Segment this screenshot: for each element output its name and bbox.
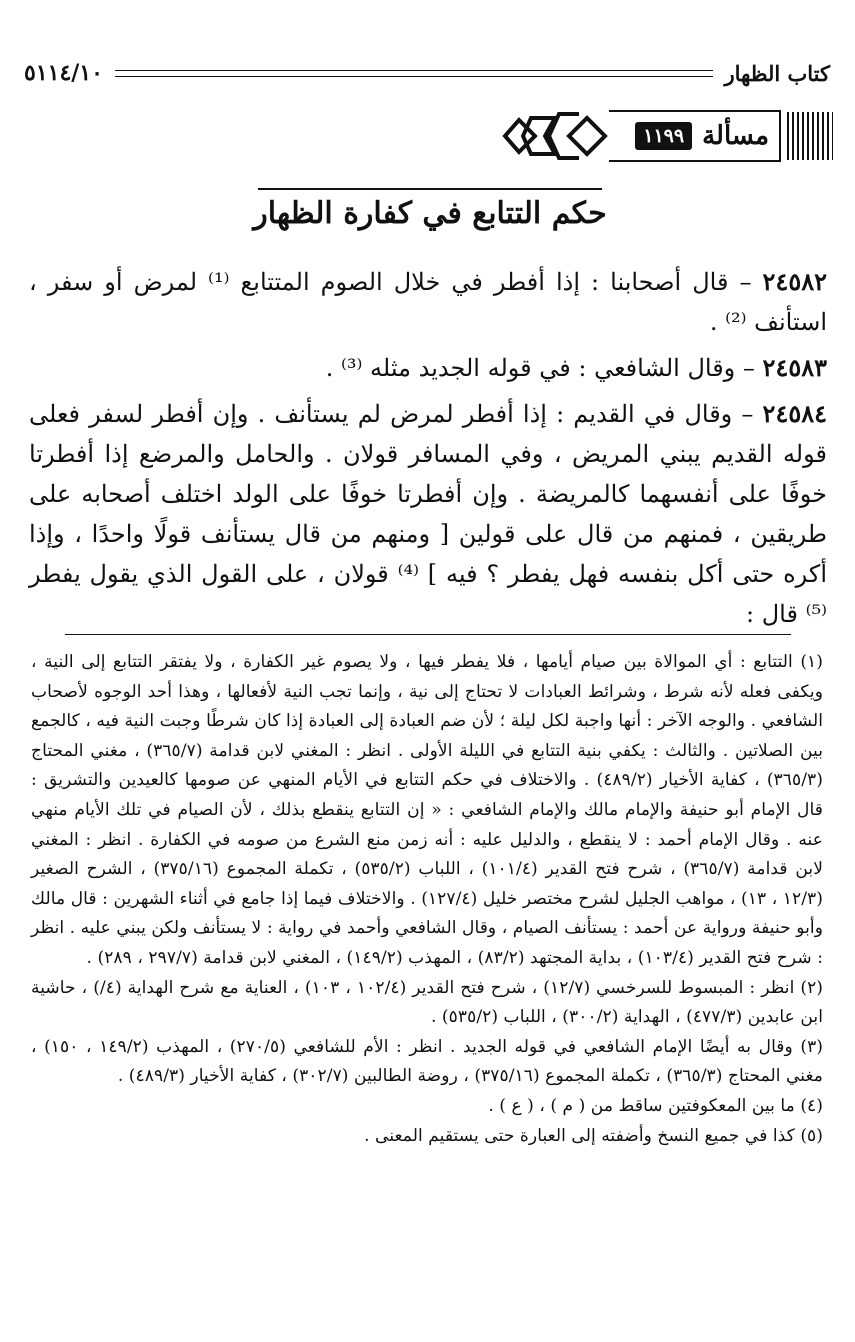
paragraph bbox=[29, 348, 827, 388]
title-overline bbox=[258, 188, 602, 190]
footnote-separator bbox=[65, 634, 791, 635]
paragraph-number: ٢٤٥٨٤ bbox=[762, 399, 827, 428]
footnote: (١) التتابع : أي الموالاة بين صيام أيامها ، فلا يفطر فيها ، ولا يصوم غير الكفارة ، ولا يفتقر التتابع إلى النية ، ويكفى فعله لأنه شرط ، وشرائط العبادات لا تحتاج إلى نية ، وإنما تجب النية لأفعالها ، وهذا أحد الوجوه لأصحاب الشافعي . والوجه الآخر : أنها واجبة لكل ليلة ؛ لأن ضم العبادة إلى العبادة إذا كان شرطًا وجبت النية فيه ، كالجمع بين الصلاتين . والثالث : يكفي بنية التتابع في الليلة الأولى . انظر : المغني لابن قدامة (٣٦٥/٧) ، مغني المحتاج (٣٦٥/٣) ، كفاية الأخيار (٤٨٩/٢) . والاختلاف في حكم التتابع في الأيام المنهي عن صومها كالعيدين والتشريق : قال الإمام أبو حنيفة والإمام مالك والإمام الشافعي : « إن التتابع ينقطع بذلك ، لأن الصيام في تلك الأيام منهي عنه . وقال الإمام أحمد : لا ينقطع ، والدليل عليه : أنه زمن منع الشرع من صومه في الكفارة . انظر : المغني لابن قدامة (٣٦٥/٧) ، شرح فتح القدير (١٠١/٤) ، اللباب (٥٣٥/٢) ، تكملة المجموع (٣٧٥/١٦) ، الشرح الصغير (١٢/٣ ، ١٣) ، مواهب الجليل لشرح مختصر خليل (١٢٧/٤) . والاختلاف فيما إذا جامع في أثناء الشهرين : قال مالك وأبو حنيفة ورواية عن أحمد : يستأنف الصيام ، وقال الشافعي وأحمد في رواية : لا يستأنف ولكن يبني عليه . انظر : شرح فتح القدير (١٠٣/٤) ، بداية المجتهد (٨٣/٢) ، المهذب (١٤٩/٢) ، المغني لابن قدامة (٢٩٧/٧ ، ٢٨٩) . bbox=[31, 652, 823, 968]
footnote: (٥) كذا في جميع النسخ وأضفته إلى العبارة حتى يستقيم المعنى . bbox=[364, 1125, 823, 1146]
footnote: (٣) وقال به أيضًا الإمام الشافعي في قوله الجديد . انظر : الأم للشافعي (٢٧٠/٥) ، المهذب (١٤٩/٢ ، ١٥٠) ، مغني المحتاج (٣٦٥/٣) ، تكملة المجموع (٣٧٥/١٦) ، روضة الطالبين (٣٠٢/٧) ، كفاية الأخيار (٤٨٩/٣) . bbox=[31, 1036, 824, 1087]
footnote: (٢) انظر : المبسوط للسرخسي (١٢/٧) ، شرح فتح القدير (١٠٢/٤ ، ١٠٣) ، العناية مع شرح الهداية (٤/) ، حاشية ابن عابدين (٤٧٧/٣) ، الهداية (٣٠٠/٢) ، اللباب (٥٣٥/٢) . bbox=[31, 977, 824, 1028]
paragraph-text: – قال أصحابنا : إذا أفطر في خلال الصوم المتتابع ⁽¹⁾ لمرض أو سفر ، استأنف ⁽²⁾ . bbox=[29, 268, 827, 336]
paragraph-text: – وقال الشافعي : في قوله الجديد مثله ⁽³⁾ . bbox=[325, 354, 755, 382]
paragraph-text: – وقال في القديم : إذا أفطر لمرض لم يستأنف . وإن أفطر لسفر فعلى قوله القديم يبني المريض ، وفي المسافر قولان . والحامل والمرضع إذا أفطرتا خوفًا على أنفسهما كالمريضة . وإن أفطرتا خوفًا على الولد اختلف أصحابه على طريقين ، فمنهم من قال على قولين [ ومنهم من قال يستأنف قولًا واحدًا ، وإذا أكره حتى أكل بنفسه فهل يفطر ؟ فيه ] ⁽⁴⁾ قولان ، على القول الذي يقول يفطر ⁽⁵⁾ قال : bbox=[29, 400, 827, 628]
issue-label: مسألة bbox=[702, 121, 769, 151]
chapter-title: حكم التتابع في كفارة الظهار bbox=[253, 196, 607, 231]
paragraph bbox=[29, 262, 827, 342]
main-text bbox=[29, 262, 827, 634]
paragraph bbox=[29, 394, 827, 634]
book-section-title: كتاب الظهار bbox=[724, 60, 830, 86]
knot-ornament-icon bbox=[501, 108, 611, 164]
paragraph-number: ٢٤٥٨٢ bbox=[762, 267, 827, 296]
issue-label-box bbox=[609, 110, 781, 162]
footnotes bbox=[31, 648, 823, 1151]
striped-bars-ornament bbox=[787, 112, 833, 160]
issue-number: ١١٩٩ bbox=[635, 122, 692, 150]
issue-banner bbox=[503, 108, 833, 164]
paragraph-number: ٢٤٥٨٣ bbox=[762, 353, 827, 382]
running-header bbox=[24, 56, 830, 90]
footnote: (٤) ما بين المعكوفتين ساقط من ( م ) ، ( ع ) . bbox=[488, 1095, 823, 1116]
page-number: ٥١١٤/١٠ bbox=[24, 60, 103, 86]
header-rule bbox=[115, 70, 713, 77]
